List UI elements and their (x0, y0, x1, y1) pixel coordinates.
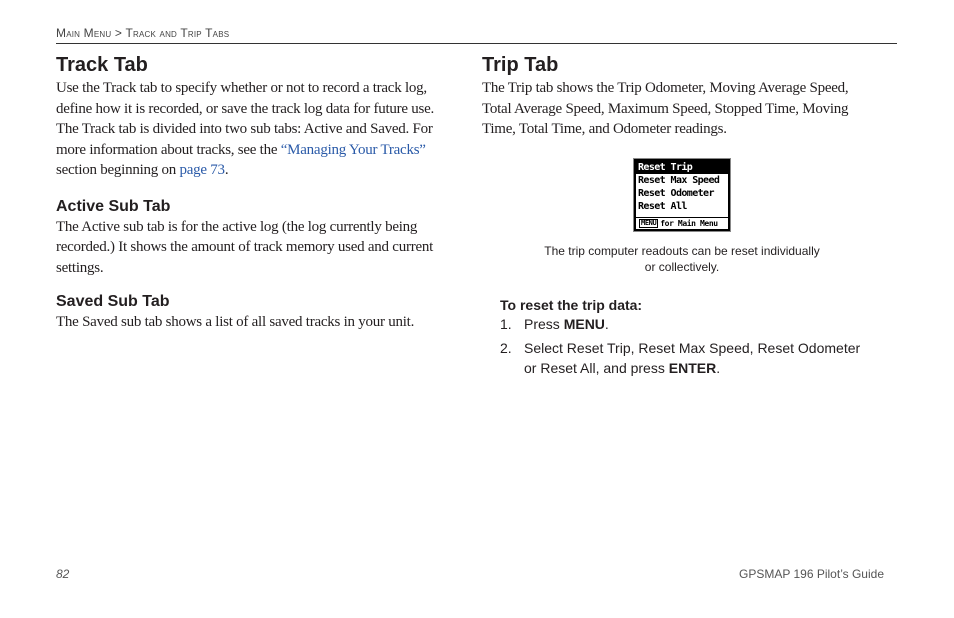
trip-tab-heading: Trip Tab (482, 54, 559, 76)
menu-item-reset-odometer[interactable]: Reset Odometer (638, 187, 714, 199)
procedure-title: To reset the trip data: (500, 296, 643, 313)
step-number: 2. (500, 339, 512, 356)
breadcrumb-main: Main Menu (56, 26, 112, 40)
track-tab-heading: Track Tab (56, 54, 148, 76)
trip-reset-figure (482, 158, 882, 275)
track-tab-text-3: . (224, 162, 229, 178)
menu-footer-text: for Main Menu (660, 218, 718, 228)
right-column (482, 52, 862, 378)
breadcrumb-section: Track and Trip Tabs (125, 26, 230, 40)
page-number: 82 (56, 567, 70, 581)
managing-tracks-link[interactable]: “Managing Your Tracks” (280, 141, 426, 158)
reset-procedure (500, 297, 870, 378)
figure-caption (482, 243, 882, 275)
active-sub-tab-heading: Active Sub Tab (56, 197, 171, 215)
caption-line-2: or collectively. (644, 259, 720, 274)
header-divider (56, 43, 897, 44)
step-end: . (716, 359, 721, 376)
breadcrumb-separator: > (114, 26, 123, 40)
menu-key-icon: MENU (641, 218, 657, 227)
breadcrumb (56, 26, 229, 40)
track-tab-paragraph (56, 78, 446, 181)
step-end: . (604, 315, 609, 332)
step-number: 1. (500, 315, 512, 332)
saved-sub-tab-heading: Saved Sub Tab (56, 293, 170, 310)
menu-item-reset-all[interactable]: Reset All (638, 200, 687, 212)
trip-tab-paragraph: The Trip tab shows the Trip Odometer, Moving Average Speed, Total Average Speed, Maximum Speed, Stopped Time, Moving Time, Total Time, and Odometer readings. (482, 80, 849, 137)
caption-line-1: The trip computer readouts can be reset individually (544, 243, 820, 258)
menu-item-reset-max-speed[interactable]: Reset Max Speed (638, 174, 720, 186)
track-tab-text-1: Use the Track tab to specify whether or not to record a track log, define how it is recorded, or save the track log data for future use. The Track tab is divided into two sub tabs: Active and Saved. For more information about tracks, see the (56, 80, 435, 158)
step-text: Press (524, 315, 564, 332)
track-tab-text-2: section beginning on (56, 162, 180, 178)
menu-key-label: MENU (563, 315, 605, 332)
step-2 (500, 338, 870, 378)
page-73-link[interactable]: page 73 (179, 162, 225, 178)
menu-item-reset-trip[interactable]: Reset Trip (636, 161, 728, 174)
reset-menu (636, 161, 728, 229)
enter-key-label: ENTER (668, 359, 717, 376)
step-text: Select Reset Trip, Reset Max Speed, Reset Odometer or Reset All, and press (524, 339, 861, 376)
saved-sub-tab-paragraph: The Saved sub tab shows a list of all saved tracks in your unit. (56, 314, 415, 330)
step-1 (500, 314, 870, 334)
menu-footer-hint (636, 217, 728, 229)
active-sub-tab-paragraph: The Active sub tab is for the active log (the log currently being recorded.) It shows the amount of track memory used and current settings. (56, 218, 434, 276)
device-screen (633, 158, 731, 232)
left-column (56, 52, 446, 333)
guide-title: GPSMAP 196 Pilot’s Guide (739, 567, 884, 581)
procedure-steps (500, 314, 870, 378)
